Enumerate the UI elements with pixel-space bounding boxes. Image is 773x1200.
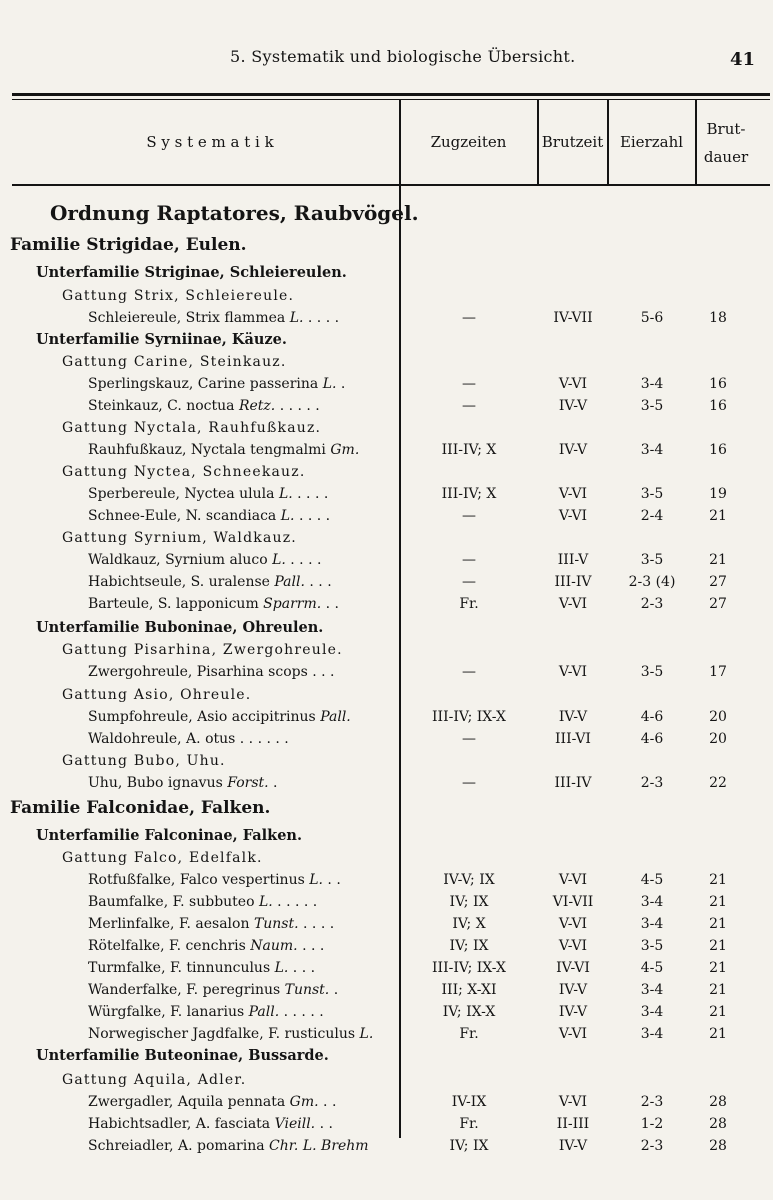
subfamily-label: Unterfamilie Falconinae, Falken.	[36, 827, 303, 844]
family-name	[10, 797, 270, 819]
zugzeiten-cell: —	[462, 508, 476, 524]
species-label: Wanderfalke, F. peregrinus	[88, 982, 281, 998]
eierzahl-cell: 3-5	[640, 552, 664, 568]
brutdauer-cell: 21	[709, 1004, 727, 1020]
brutzeit-cell: II-III	[556, 1116, 590, 1132]
brutdauer-cell: 16	[709, 442, 727, 458]
genus-name	[62, 639, 343, 661]
table-row-species	[0, 957, 773, 979]
brutdauer-cell: 28	[709, 1094, 727, 1110]
species-authority: Pall.	[320, 709, 351, 725]
brutzeit-cell: IV-V	[558, 709, 588, 725]
genus-name	[62, 847, 263, 869]
table-row-species	[0, 307, 773, 329]
species-name	[88, 935, 324, 957]
brutzeit-cell: V-VI	[558, 1094, 588, 1110]
zugzeiten-cell: —	[462, 664, 476, 680]
species-label: Waldkauz, Syrnium aluco	[88, 552, 268, 568]
leader-dots: . .	[315, 1116, 333, 1132]
genus-label: Gattung Bubo, Uhu.	[62, 753, 226, 769]
brutdauer-cell: 21	[709, 894, 727, 910]
species-authority: Gm.	[330, 442, 360, 458]
brutdauer-cell: 28	[709, 1138, 727, 1154]
brutdauer-cell: 21	[709, 552, 727, 568]
brutzeit-cell: V-VI	[558, 872, 588, 888]
species-label: Würgfalke, F. lanarius	[88, 1004, 245, 1020]
species-authority: Naum.	[250, 938, 298, 954]
table-row-species	[0, 1023, 773, 1045]
table-row-subfamily	[0, 825, 773, 847]
zugzeiten-cell: IV-IX	[451, 1094, 487, 1110]
subfamily-name	[36, 825, 302, 847]
table-row-species	[0, 1091, 773, 1113]
species-authority: Gm.	[289, 1094, 319, 1110]
zugzeiten-cell: III-IV; X	[441, 442, 497, 458]
subfamily-label: Unterfamilie Syrniinae, Käuze.	[36, 331, 287, 348]
table-row-family	[0, 234, 773, 256]
table-row-species	[0, 706, 773, 728]
genus-label: Gattung Syrnium, Waldkauz.	[62, 530, 297, 546]
eierzahl-cell: 2-3	[640, 775, 664, 791]
brutzeit-cell: III-VI	[555, 731, 591, 747]
zugzeiten-cell: III-IV; X	[441, 486, 497, 502]
brutdauer-cell: 21	[709, 1026, 727, 1042]
table-row-genus	[0, 750, 773, 772]
species-name	[88, 439, 359, 461]
brutzeit-cell: IV-V	[558, 1138, 588, 1154]
leader-dots: . . .	[307, 664, 335, 680]
subfamily-name	[36, 1045, 329, 1067]
genus-label: Gattung Carine, Steinkauz.	[62, 354, 287, 370]
species-label: Schreiadler, A. pomarina	[88, 1138, 265, 1154]
table-row-species	[0, 1113, 773, 1135]
top-rule-thin	[12, 99, 770, 100]
species-label: Zwergadler, Aquila pennata	[88, 1094, 286, 1110]
brutzeit-cell: IV-VII	[553, 310, 593, 326]
genus-label: Gattung Nyctala, Rauhfußkauz.	[62, 420, 322, 436]
species-authority: Retz.	[238, 398, 276, 414]
zugzeiten-cell: IV; IX	[449, 938, 489, 954]
subfamily-name	[36, 262, 347, 284]
eierzahl-cell: 3-4	[640, 916, 664, 932]
table-row-species	[0, 979, 773, 1001]
brutzeit-cell: IV-V	[558, 982, 588, 998]
species-authority: L.	[280, 508, 295, 524]
brutzeit-cell: V-VI	[558, 1026, 588, 1042]
brutdauer-cell: 21	[709, 938, 727, 954]
species-label: Waldohreule, A. otus	[88, 731, 236, 747]
species-label: Schleiereule, Strix flammea	[88, 310, 286, 326]
species-label: Steinkauz, C. noctua	[88, 398, 235, 414]
zugzeiten-cell: —	[462, 775, 476, 791]
header-eierzahl: Eierzahl	[619, 133, 684, 151]
table-row-order	[0, 202, 773, 224]
species-authority: L.	[278, 486, 293, 502]
table-row-species	[0, 1135, 773, 1157]
leader-dots: . . . . . .	[235, 731, 289, 747]
leader-dots: . .	[322, 872, 341, 888]
species-label: Rauhfußkauz, Nyctala tengmalmi	[88, 442, 326, 458]
genus-label: Gattung Pisarhina, Zwergohreule.	[62, 642, 343, 658]
species-name	[88, 307, 339, 329]
species-label: Zwergohreule, Pisarhina scops	[88, 664, 308, 680]
eierzahl-cell: 2-3	[640, 1094, 664, 1110]
species-name	[88, 1023, 373, 1045]
leader-dots: . . . . .	[279, 1004, 324, 1020]
zugzeiten-cell: IV-V; IX	[443, 872, 495, 888]
species-name	[88, 483, 328, 505]
table-row-species	[0, 891, 773, 913]
table-row-species	[0, 373, 773, 395]
eierzahl-cell: 3-4	[640, 442, 664, 458]
eierzahl-cell: 5-6	[640, 310, 664, 326]
eierzahl-cell: 2-4	[640, 508, 664, 524]
subfamily-name	[36, 617, 323, 639]
header-bottom-rule	[12, 184, 770, 186]
table-row-genus	[0, 351, 773, 373]
zugzeiten-cell: III-IV; IX-X	[432, 709, 506, 725]
zugzeiten-cell: —	[462, 398, 476, 414]
species-label: Rötelfalke, F. cenchris	[88, 938, 246, 954]
eierzahl-cell: 3-5	[640, 664, 664, 680]
leader-dots: .	[336, 376, 346, 392]
header-brutzeit: Brutzeit	[541, 133, 604, 151]
brutzeit-cell: IV-V	[558, 1004, 588, 1020]
brutzeit-cell: VI-VII	[552, 894, 594, 910]
genus-label: Gattung Falco, Edelfalk.	[62, 850, 263, 866]
table-row-family	[0, 797, 773, 819]
eierzahl-cell: 3-5	[640, 486, 664, 502]
species-name	[88, 661, 335, 683]
table-row-species	[0, 593, 773, 615]
brutdauer-cell: 18	[709, 310, 727, 326]
zugzeiten-cell: Fr.	[459, 596, 479, 612]
zugzeiten-cell: —	[462, 731, 476, 747]
brutdauer-cell: 21	[709, 960, 727, 976]
eierzahl-cell: 3-4	[640, 894, 664, 910]
top-rule	[12, 93, 770, 96]
eierzahl-cell: 4-6	[640, 709, 664, 725]
species-authority: L.	[289, 310, 304, 326]
brutdauer-cell: 21	[709, 872, 727, 888]
family-label: Familie Falconidae, Falken.	[10, 798, 271, 818]
table-row-species	[0, 935, 773, 957]
genus-name	[62, 285, 294, 307]
eierzahl-cell: 3-5	[640, 398, 664, 414]
species-name	[88, 891, 317, 913]
table-row-species	[0, 549, 773, 571]
brutdauer-cell: 22	[709, 775, 727, 791]
table-row-genus	[0, 285, 773, 307]
eierzahl-cell: 4-5	[640, 960, 664, 976]
zugzeiten-cell: III-IV; IX-X	[432, 960, 506, 976]
species-name	[88, 1113, 333, 1135]
species-label: Uhu, Bubo ignavus	[88, 775, 223, 791]
subfamily-label: Unterfamilie Striginae, Schleiereulen.	[36, 264, 347, 281]
brutdauer-cell: 28	[709, 1116, 727, 1132]
brutdauer-cell: 21	[709, 916, 727, 932]
leader-dots: . . . . .	[275, 398, 320, 414]
species-label: Sperbereule, Nyctea ulula	[88, 486, 275, 502]
species-name	[88, 1135, 369, 1157]
zugzeiten-cell: IV; IX	[449, 894, 489, 910]
subfamily-label: Unterfamilie Buteoninae, Bussarde.	[36, 1047, 329, 1064]
leader-dots: . . .	[297, 938, 325, 954]
table-row-subfamily	[0, 617, 773, 639]
order-label: Ordnung Raptatores, Raubvögel.	[50, 201, 419, 225]
table-row-species	[0, 395, 773, 417]
table-row-species	[0, 571, 773, 593]
table-row-species	[0, 913, 773, 935]
genus-name	[62, 527, 297, 549]
table-row-species	[0, 772, 773, 794]
brutzeit-cell: IV-V	[558, 442, 588, 458]
species-authority: L.	[258, 894, 273, 910]
leader-dots: .	[329, 982, 339, 998]
species-authority: Pall.	[248, 1004, 280, 1020]
eierzahl-cell: 2-3	[640, 596, 664, 612]
genus-name	[62, 417, 321, 439]
eierzahl-cell: 3-4	[640, 982, 664, 998]
species-name	[88, 593, 339, 615]
brutdauer-cell: 20	[709, 709, 727, 725]
brutdauer-cell: 16	[709, 376, 727, 392]
genus-name	[62, 461, 306, 483]
page-number: 41	[730, 49, 756, 70]
table-row-species	[0, 439, 773, 461]
brutzeit-cell: V-VI	[558, 664, 588, 680]
table-row-species	[0, 1001, 773, 1023]
species-authority: Pall.	[274, 574, 305, 590]
table-row-subfamily	[0, 262, 773, 284]
column-rule-4	[695, 100, 697, 184]
table-row-species	[0, 869, 773, 891]
species-name	[88, 772, 278, 794]
order-name	[50, 202, 419, 224]
genus-name	[62, 684, 251, 706]
species-authority: L.	[272, 552, 286, 568]
species-authority: Tunst.	[284, 982, 330, 998]
zugzeiten-cell: IV; IX	[449, 1138, 489, 1154]
zugzeiten-cell: III; X-XI	[441, 982, 497, 998]
running-title: 5. Systematik und biologische Übersicht.	[230, 47, 576, 66]
species-label: Merlinfalke, F. aesalon	[88, 916, 250, 932]
leader-dots: . . . .	[294, 508, 331, 524]
leader-dots: . .	[321, 596, 339, 612]
brutzeit-cell: IV-V	[558, 398, 588, 414]
brutdauer-cell: 19	[709, 486, 727, 502]
brutzeit-cell: IV-VI	[556, 960, 590, 976]
table-row-species	[0, 505, 773, 527]
genus-name	[62, 1069, 246, 1091]
brutzeit-cell: V-VI	[558, 938, 588, 954]
eierzahl-cell: 3-4	[640, 1026, 664, 1042]
eierzahl-cell: 2-3	[640, 1138, 664, 1154]
brutdauer-cell: 20	[709, 731, 727, 747]
header-brutdauer-line2: dauer	[703, 148, 749, 166]
eierzahl-cell: 3-4	[640, 1004, 664, 1020]
genus-name	[62, 351, 287, 373]
table-row-genus	[0, 527, 773, 549]
species-name	[88, 571, 332, 593]
species-authority: L.	[359, 1026, 374, 1042]
leader-dots: . . .	[288, 960, 316, 976]
zugzeiten-cell: Fr.	[459, 1026, 479, 1042]
zugzeiten-cell: —	[462, 376, 476, 392]
species-name	[88, 395, 320, 417]
table-row-species	[0, 661, 773, 683]
leader-dots: . . . .	[292, 486, 329, 502]
brutzeit-cell: III-V	[557, 552, 589, 568]
leader-dots: . . . . .	[272, 894, 318, 910]
species-name	[88, 373, 345, 395]
species-label: Sperlingskauz, Carine passerina	[88, 376, 319, 392]
table-row-species	[0, 483, 773, 505]
zugzeiten-cell: Fr.	[459, 1116, 479, 1132]
subfamily-label: Unterfamilie Buboninae, Ohreulen.	[36, 619, 324, 636]
table-row-subfamily	[0, 1045, 773, 1067]
species-label: Habichtseule, S. uralense	[88, 574, 270, 590]
brutzeit-cell: III-IV	[554, 574, 592, 590]
brutdauer-cell: 21	[709, 508, 727, 524]
brutzeit-cell: III-IV	[554, 775, 592, 791]
species-authority: L.	[309, 872, 323, 888]
species-label: Barteule, S. lapponicum	[88, 596, 259, 612]
brutzeit-cell: V-VI	[558, 596, 588, 612]
leader-dots: . . . .	[285, 552, 322, 568]
zugzeiten-cell: IV; X	[452, 916, 486, 932]
species-name	[88, 869, 341, 891]
eierzahl-cell: 3-4	[640, 376, 664, 392]
table-row-genus	[0, 1069, 773, 1091]
eierzahl-cell: 4-6	[640, 731, 664, 747]
running-head	[0, 47, 773, 77]
species-label: Schnee-Eule, N. scandiaca	[88, 508, 277, 524]
table-row-genus	[0, 684, 773, 706]
table-row-subfamily	[0, 329, 773, 351]
family-label: Familie Strigidae, Eulen.	[10, 235, 247, 255]
genus-label: Gattung Strix, Schleiereule.	[62, 288, 295, 304]
species-label: Norwegischer Jagdfalke, F. rusticulus	[88, 1026, 356, 1042]
zugzeiten-cell: —	[462, 310, 476, 326]
species-label: Rotfußfalke, Falco vespertinus	[88, 872, 305, 888]
species-name	[88, 706, 351, 728]
species-authority: Chr. L. Brehm	[269, 1138, 369, 1154]
brutdauer-cell: 16	[709, 398, 727, 414]
leader-dots: . .	[318, 1094, 337, 1110]
eierzahl-cell: 1-2	[640, 1116, 664, 1132]
family-name	[10, 234, 247, 256]
species-authority: Vieill.	[274, 1116, 316, 1132]
eierzahl-cell: 4-5	[640, 872, 664, 888]
leader-dots: . . . .	[303, 310, 340, 326]
species-authority: Forst.	[227, 775, 269, 791]
table-row-genus	[0, 417, 773, 439]
eierzahl-cell: 2-3 (4)	[628, 574, 676, 590]
species-authority: L.	[274, 960, 289, 976]
brutdauer-cell: 21	[709, 982, 727, 998]
species-label: Habichtsadler, A. fasciata	[88, 1116, 271, 1132]
header-systematik: S y s t e m a t i k	[146, 133, 274, 151]
genus-name	[62, 750, 226, 772]
genus-label: Gattung Nyctea, Schneekauz.	[62, 464, 306, 480]
brutdauer-cell: 27	[709, 574, 727, 590]
table-row-genus	[0, 461, 773, 483]
zugzeiten-cell: —	[462, 574, 476, 590]
table-row-species	[0, 728, 773, 750]
species-label: Sumpfohreule, Asio accipitrinus	[88, 709, 316, 725]
leader-dots: . . . .	[298, 916, 335, 932]
species-name	[88, 549, 321, 571]
brutdauer-cell: 27	[709, 596, 727, 612]
species-label: Turmfalke, F. tinnunculus	[88, 960, 271, 976]
table-row-genus	[0, 847, 773, 869]
subfamily-name	[36, 329, 287, 351]
brutdauer-cell: 17	[709, 664, 727, 680]
leader-dots: .	[268, 775, 278, 791]
zugzeiten-cell: —	[462, 552, 476, 568]
species-name	[88, 505, 330, 527]
table-row-genus	[0, 639, 773, 661]
species-name	[88, 957, 315, 979]
species-name	[88, 728, 289, 750]
header-zugzeiten: Zugzeiten	[430, 133, 507, 151]
header-brutdauer-line1: Brut-	[706, 120, 746, 138]
zugzeiten-cell: IV; IX-X	[442, 1004, 496, 1020]
brutzeit-cell: V-VI	[558, 486, 588, 502]
species-authority: Tunst.	[253, 916, 299, 932]
brutzeit-cell: V-VI	[558, 916, 588, 932]
eierzahl-cell: 3-5	[640, 938, 664, 954]
leader-dots: . . .	[304, 574, 332, 590]
brutzeit-cell: V-VI	[558, 376, 588, 392]
species-name	[88, 1001, 324, 1023]
genus-label: Gattung Asio, Ohreule.	[62, 687, 252, 703]
species-name	[88, 1091, 336, 1113]
species-authority: L.	[322, 376, 337, 392]
brutzeit-cell: V-VI	[558, 508, 588, 524]
species-label: Baumfalke, F. subbuteo	[88, 894, 255, 910]
species-name	[88, 979, 338, 1001]
species-authority: Sparrm.	[263, 596, 322, 612]
genus-label: Gattung Aquila, Adler.	[62, 1072, 247, 1088]
species-name	[88, 913, 334, 935]
